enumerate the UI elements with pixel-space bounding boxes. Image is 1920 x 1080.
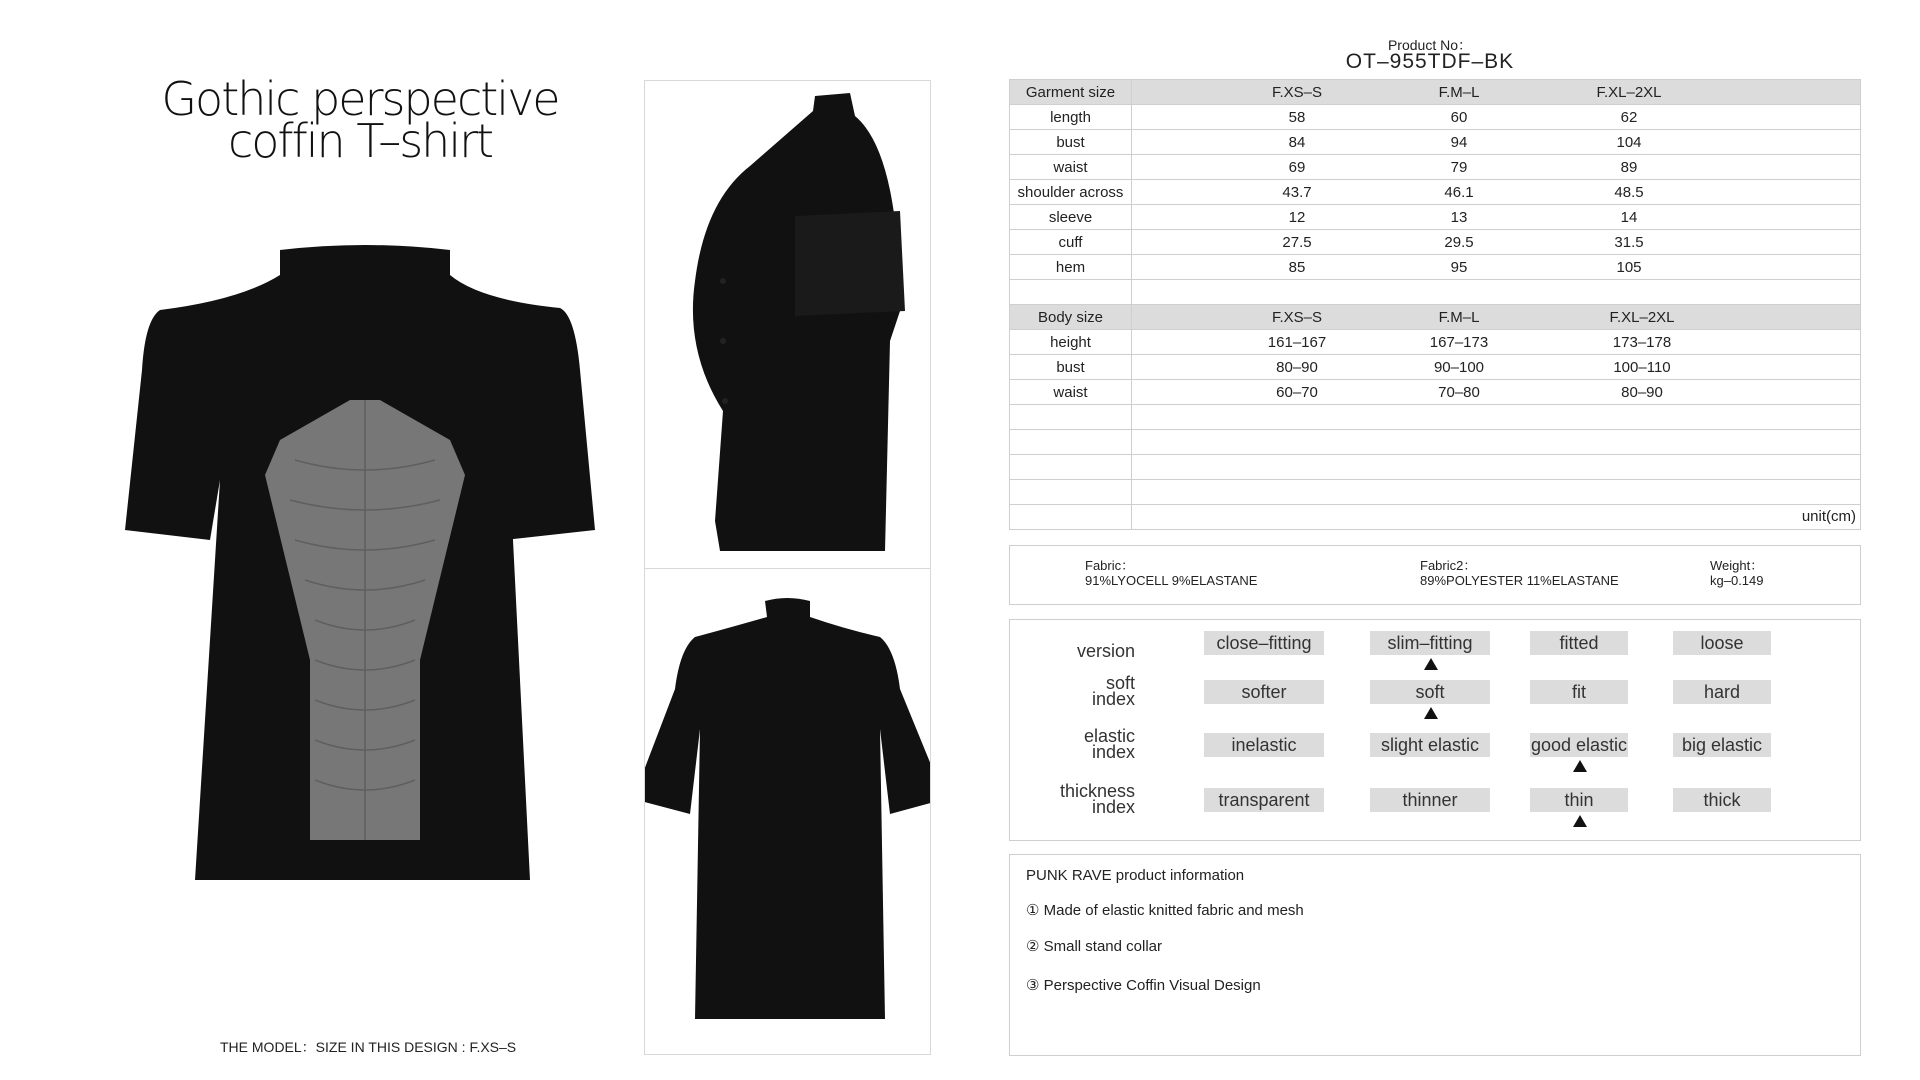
table-cell: 173–178 (1612, 334, 1672, 351)
product-title-line2: coffin T–shirt (227, 114, 493, 168)
unit-row (1010, 505, 1861, 530)
table-cell: 84 (1288, 134, 1306, 151)
soft-option-fit: fit (1530, 680, 1628, 704)
unit-label: unit(cm) (1801, 508, 1856, 525)
info-item: ② Small stand collar (1026, 938, 1162, 955)
version-option-loose: loose (1673, 631, 1771, 655)
table-cell: 27.5 (1282, 234, 1312, 251)
garment-size-header: Garment size (1010, 80, 1132, 105)
table-row (1010, 130, 1861, 155)
fabric1-value: 91%LYOCELL 9%ELASTANE (1085, 573, 1258, 588)
table-row (1010, 330, 1861, 355)
product-title (150, 72, 570, 168)
product-title-line1: Gothic perspective (161, 72, 559, 126)
size-col-xl-2xl: F.XL–2XL (1596, 84, 1662, 101)
table-cell: 62 (1620, 109, 1638, 126)
product-number: OT–955TDF–BK (1345, 50, 1515, 73)
table-cell: 69 (1288, 159, 1306, 176)
table-row (1010, 355, 1861, 380)
table-cell: 89 (1620, 159, 1638, 176)
table-cell: 48.5 (1614, 184, 1644, 201)
elastic-option-big: big elastic (1673, 733, 1771, 757)
product-number-label: Product No： (1387, 37, 1473, 53)
version-option-close-fitting: close–fitting (1204, 631, 1324, 655)
table-cell: 161–167 (1267, 334, 1327, 351)
size-col-xs-s: F.XS–S (1271, 84, 1323, 101)
elastic-option-inelastic: inelastic (1204, 733, 1324, 757)
soft-option-softer: softer (1204, 680, 1324, 704)
fabric-info-box (1009, 545, 1861, 605)
table-row (1010, 230, 1861, 255)
table-cell: 58 (1288, 109, 1306, 126)
table-empty-row (1010, 480, 1861, 505)
table-cell: 31.5 (1614, 234, 1644, 251)
table-row (1010, 105, 1861, 130)
table-cell: 94 (1450, 134, 1468, 151)
thickness-option-thick: thick (1673, 788, 1771, 812)
fabric1-label: Fabric： (1085, 558, 1135, 573)
table-row (1010, 255, 1861, 280)
fabric2-label: Fabric2： (1420, 558, 1477, 573)
soft-selected-marker (1424, 707, 1438, 719)
version-selected-marker (1424, 658, 1438, 670)
table-cell: 29.5 (1444, 234, 1474, 251)
table-cell: 80–90 (1276, 359, 1318, 376)
table-cell: 13 (1450, 209, 1468, 226)
row-label: waist (1010, 155, 1132, 180)
body-header-row (1010, 305, 1861, 330)
row-label: sleeve (1010, 205, 1132, 230)
table-empty-row (1010, 405, 1861, 430)
table-cell: 60 (1450, 109, 1468, 126)
table-cell: 70–80 (1438, 384, 1480, 401)
row-label: length (1010, 105, 1132, 130)
row-label: waist (1010, 380, 1132, 405)
thickness-option-transparent: transparent (1204, 788, 1324, 812)
row-label: cuff (1010, 230, 1132, 255)
table-cell: 43.7 (1282, 184, 1312, 201)
table-cell: 105 (1616, 259, 1642, 276)
table-empty-row (1010, 455, 1861, 480)
thickness-index-label: thickness index (1059, 781, 1135, 817)
weight-label: Weight： (1710, 558, 1764, 573)
table-row (1010, 180, 1861, 205)
table-cell: 100–110 (1613, 359, 1671, 376)
body-size-header: Body size (1010, 305, 1132, 330)
table-cell: 12 (1288, 209, 1306, 226)
back-view-image (644, 568, 931, 1055)
size-col-xs-s: F.XS–S (1271, 309, 1323, 326)
soft-option-soft: soft (1370, 680, 1490, 704)
table-cell: 60–70 (1276, 384, 1318, 401)
table-cell: 95 (1450, 259, 1468, 276)
table-cell: 46.1 (1444, 184, 1474, 201)
info-item: ① Made of elastic knitted fabric and mesh (1026, 902, 1304, 919)
table-cell: 14 (1620, 209, 1638, 226)
table-cell: 80–90 (1621, 384, 1663, 401)
table-row (1010, 205, 1861, 230)
table-cell: 167–173 (1429, 334, 1489, 351)
thickness-option-thinner: thinner (1370, 788, 1490, 812)
product-info-box (1009, 854, 1861, 1056)
version-label: version (1076, 641, 1135, 661)
version-option-fitted: fitted (1530, 631, 1628, 655)
size-col-m-l: F.M–L (1438, 309, 1480, 326)
table-cell: 79 (1450, 159, 1468, 176)
thickness-selected-marker (1573, 815, 1587, 827)
table-cell: 104 (1616, 134, 1642, 151)
size-table (1009, 79, 1861, 530)
size-col-xl-2xl: F.XL–2XL (1609, 309, 1675, 326)
table-cell: 85 (1288, 259, 1306, 276)
soft-option-hard: hard (1673, 680, 1771, 704)
fabric2-value: 89%POLYESTER 11%ELASTANE (1420, 573, 1619, 588)
front-view-image (120, 240, 610, 880)
row-label: shoulder across (1010, 180, 1132, 205)
elastic-option-slight: slight elastic (1370, 733, 1490, 757)
garment-header-row (1010, 80, 1861, 105)
row-label: bust (1010, 355, 1132, 380)
model-size-note: THE MODEL：SIZE IN THIS DESIGN : F.XS–S (220, 1039, 517, 1055)
table-empty-row (1010, 430, 1861, 455)
elastic-option-good: good elastic (1530, 735, 1628, 755)
row-label: height (1010, 330, 1132, 355)
row-label: bust (1010, 130, 1132, 155)
thickness-option-thin: thin (1530, 788, 1628, 812)
table-row (1010, 380, 1861, 405)
version-option-slim-fitting: slim–fitting (1370, 631, 1490, 655)
elastic-selected-marker (1573, 760, 1587, 772)
soft-index-label: soft index (1091, 673, 1135, 709)
info-heading: PUNK RAVE product information (1026, 867, 1245, 884)
elastic-index-label: elastic index (1083, 726, 1135, 762)
table-row (1010, 155, 1861, 180)
size-col-m-l: F.M–L (1438, 84, 1480, 101)
table-cell: 90–100 (1433, 359, 1485, 376)
weight-value: kg–0.149 (1710, 573, 1764, 588)
index-box (1009, 619, 1861, 841)
side-view-image (644, 80, 931, 569)
row-label: hem (1010, 255, 1132, 280)
table-spacer-row (1010, 280, 1861, 305)
info-item: ③ Perspective Coffin Visual Design (1026, 977, 1261, 994)
